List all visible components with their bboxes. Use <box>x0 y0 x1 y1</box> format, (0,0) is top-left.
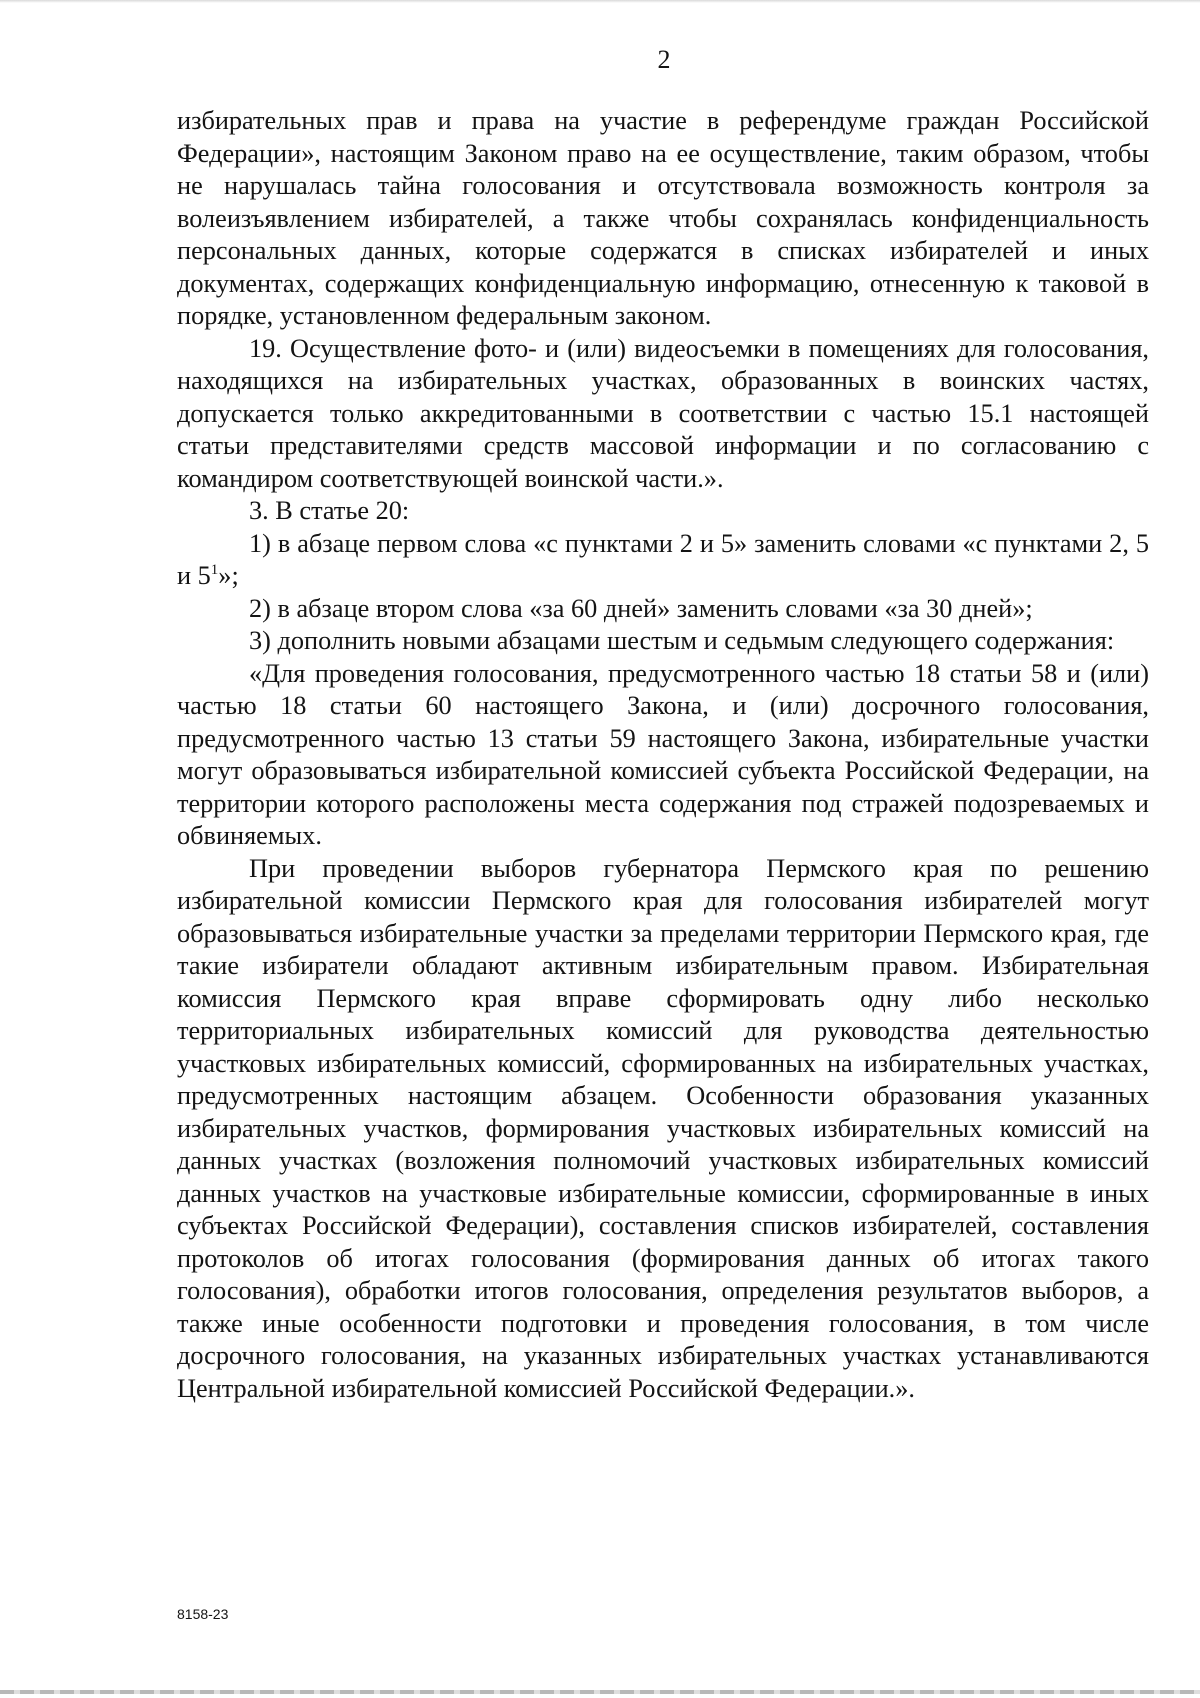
superscript-index: 1 <box>210 562 219 579</box>
paragraph-continuation: избирательных прав и права на участие в референдуме граждан Российской Федерации», настоящим Законом право на ее осуществление, таким образом, чтобы не нарушалась тайна голосования и отсутствовала возможность контроля за волеизъявлением избирателей, а также чтобы сохранялась конфиденциальность персональных данных, которые содержатся в списках избирателей и иных документах, содержащих конфиденциальную информацию, отнесенную к таковой в порядке, установленном федеральным законом. <box>177 106 1149 330</box>
document-code: 8158-23 <box>177 1606 229 1622</box>
document-body <box>177 105 1149 1405</box>
paragraph-subitem-3: 3) дополнить новыми абзацами шестым и седьмым следующего содержания: <box>249 626 1115 655</box>
paragraph-article-20-heading: 3. В статье 20: <box>249 496 410 525</box>
paragraph-item-19: 19. Осуществление фото- и (или) видеосъемки в помещениях для голосования, находящихся на избирательных участках, образованных в воинских частях, допускается только аккредитованными в соответствии с частью 15.1 настоящей статьи представителями средств массовой информации и по согласованию с командиром соответствующей воинской части.». <box>177 333 1149 493</box>
paragraph-subitem-2: 2) в абзаце втором слова «за 60 дней» заменить словами «за 30 дней»; <box>249 593 1033 623</box>
subitem-1-closing: »; <box>218 561 239 590</box>
scan-edge-bottom <box>0 1690 1200 1694</box>
paragraph-new-text-7: При проведении выборов губернатора Пермского края по решению избирательной комиссии Пермского края для голосования избирателей могут образовываться избирательные участки за пределами территории Пермского края, где такие избиратели обладают активным избирательным правом. Избирательная комиссия Пермского края вправе сформировать одну либо несколько территориальных избирательных комиссий для руководства деятельностью участковых избирательных комиссий, сформированных на избирательных участках, предусмотренных настоящим абзацем. Особенности образования указанных избирательных участков, формирования участковых избирательных комиссий на данных участках (возложения полномочий участковых избирательных комиссий данных участков на участковые избирательные комиссии, сформированные в иных субъектах Российской Федерации), составления списков избирателей, составления протоколов об итогах голосования (формирования данных об итогах такого голосования), обработки итогов голосования, определения результатов выборов, а также иные особенности подготовки и проведения голосования, в том числе досрочного голосования, на указанных избирательных участках устанавливаются Центральной избирательной комиссией Российской Федерации.». <box>177 853 1149 1403</box>
paragraph-subitem-1 <box>177 528 1149 593</box>
subitem-1-text: 1) в абзаце первом слова «с пунктами 2 и 5» заменить словами «с пунктами 2, 5 и 5 <box>177 528 1149 590</box>
scan-edge-top <box>0 0 1200 3</box>
paragraph-new-text-6: «Для проведения голосования, предусмотренного частью 18 статьи 58 и (или) частью 18 статьи 60 настоящего Закона, и (или) досрочного голосования, предусмотренного частью 13 статьи 59 настоящего Закона, избирательные участки могут образовываться избирательной комиссией субъекта Российской Федерации, на территории которого расположены места содержания под стражей подозреваемых и обвиняемых. <box>177 658 1149 850</box>
page-number: 2 <box>657 45 671 74</box>
